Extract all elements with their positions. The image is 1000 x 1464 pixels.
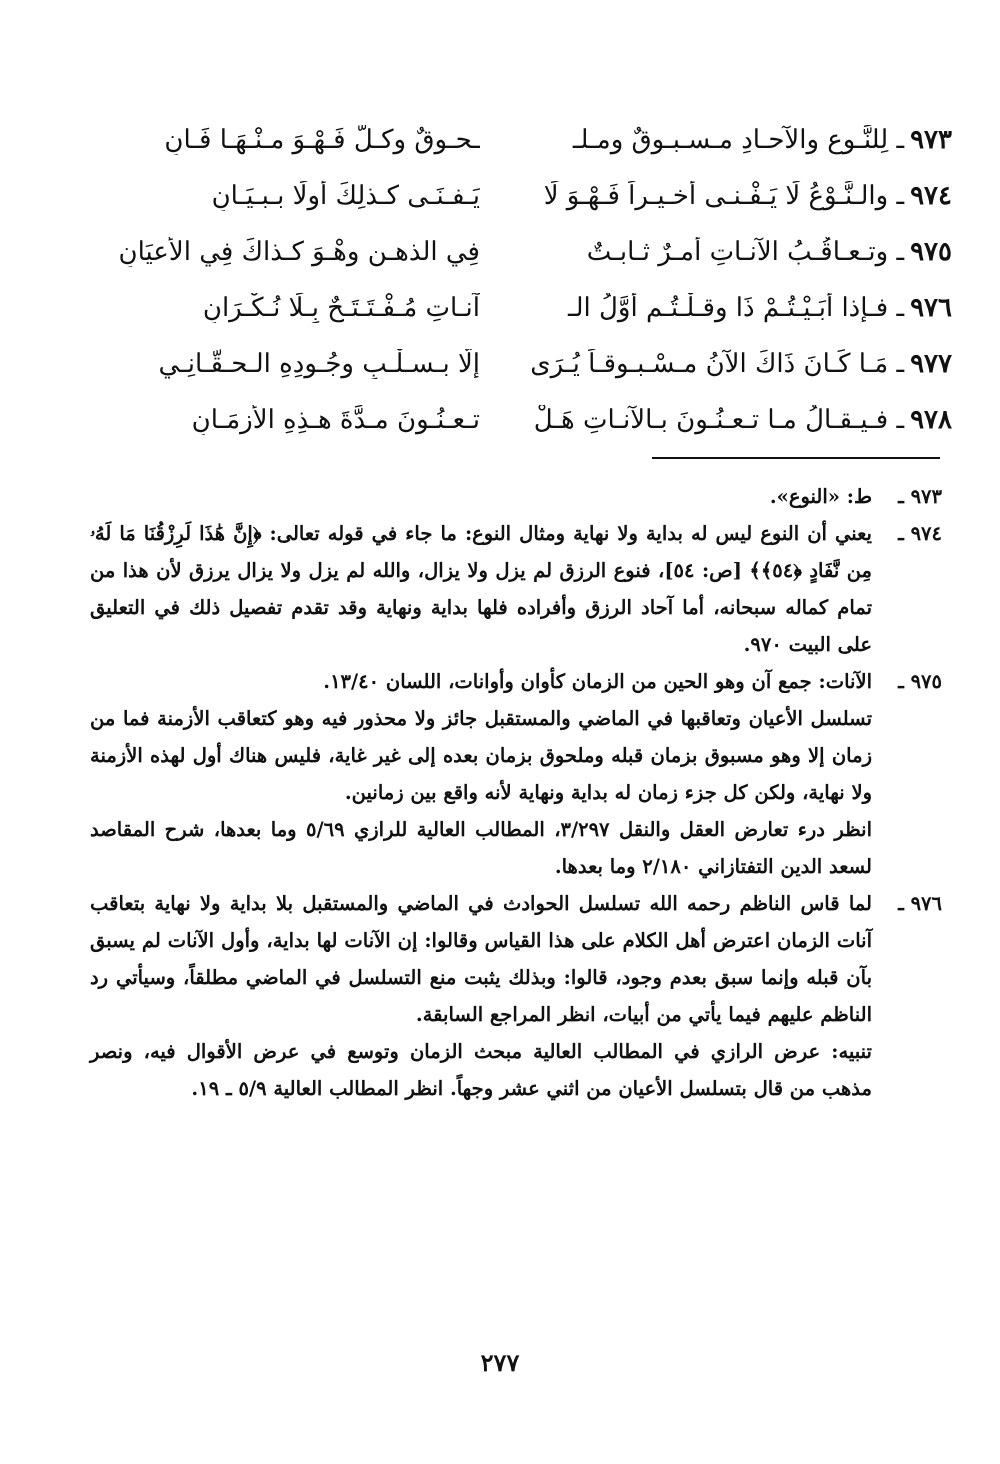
verse-number: ٩٧٤ <box>910 181 952 211</box>
footnote <box>90 515 942 663</box>
verse-number: ٩٧٥ <box>910 237 952 267</box>
verse-line <box>60 336 952 392</box>
verse-first-hemistich <box>512 349 952 379</box>
footnote-text: : جمع آن وهو الحين من الزمان كأوان وأوانات، اللسان ١٣/٤٠. <box>323 670 826 693</box>
verse-first-hemistich <box>512 181 952 211</box>
verse-first-text: ـ فـإذا أبَـيْـتُـمْ ذَا وقـلْـتُـم أوَّلُ الـ <box>567 293 905 323</box>
verse-number: ٩٧٧ <box>910 349 952 379</box>
verse-line <box>60 392 952 448</box>
verse-line <box>60 224 952 280</box>
footnote-number: ٩٧٥ ـ <box>898 670 942 693</box>
verse-first-hemistich <box>512 237 952 267</box>
footnote-text: ط: «النوع». <box>769 485 872 508</box>
verse-number: ٩٧٣ <box>910 125 952 155</box>
footnote <box>90 663 942 885</box>
footnote-number: ٩٧٣ ـ <box>898 485 942 508</box>
verse-first-text: ـ لِلنَّـوعِ والآحـادِ مـسـبـوقٌ ومـلـ <box>572 125 905 155</box>
verse-second-hemistich: إلَّا بـسـلْـبِ وجُـودِهِ الـحـقَّـانِـي <box>158 349 480 379</box>
verse-second-hemistich: آنـاتِ مُـفْـتَـتَـحٌ بِـلَا نُـكْـرَانِ <box>202 293 480 323</box>
notice-term: تنبيه <box>838 1040 872 1063</box>
verse-line <box>60 280 952 336</box>
page-number: ٢٧٧ <box>480 1348 520 1377</box>
footnote-number: ٩٧٤ ـ <box>898 522 942 545</box>
footnotes <box>90 478 942 1107</box>
verse-second-hemistich: تـعـنُـونَ مـدَّةَ هـذِهِ الأزمَـانِ <box>191 405 480 435</box>
verse-first-text: ـ والـنَّـوْعُ لَا يَـفْـنـى أخـيـراً فَـهْـوَ لَا <box>543 181 905 211</box>
footnote-text: : عرض الرازي في المطالب العالية مبحث الزمان وتوسع في عرض الأقوال فيه، ونصر مذهب من قال بتسلسل الأعيان من اثني عشر وجهاً. انظر المطالب العالية ٥/٩ ـ ١٩. <box>90 1040 872 1100</box>
verse-first-hemistich <box>512 405 952 435</box>
footnote-text: لما قاس الناظم رحمه الله تسلسل الحوادث في الماضي والمستقبل بلا بداية ولا نهاية بتعاقب آنات الزمان اعترض أهل الكلام على هذا القياس وقالوا: إن الآنات لها بداية، وأول الآنات لم يسبق بآن قبله وإنما سبق بعدم وجود، قالوا: وبذلك يثبت منع التسلسل في الماضي مطلقاً، وسيأتي رد الناظم عليهم فيما يأتي من أبيات، انظر المراجع السابقة. <box>90 892 872 1026</box>
footnote <box>90 885 942 1107</box>
footnote-separator <box>652 457 940 459</box>
glossary-term: الآنات <box>825 670 872 693</box>
verse-second-hemistich: فِي الذهـنِ وهْـوَ كـذاكَ فِي الأعيَانِ <box>118 237 480 267</box>
verse-first-text: ـ وتـعـاقُـبُ الآنـاتِ أمـرٌ ثـابـتٌ <box>586 237 905 267</box>
footnote-text: يعني أن النوع ليس له بداية ولا نهاية ومثال النوع: ما جاء في قوله تعالى: ﴿إِنَّ هَٰذَا لَرِزْقُنَا مَا لَهُۥ مِن نَّفَادٍ ﴿٥٤﴾﴾ [ص: ٥٤]، فنوع الرزق لم يزل ولا يزال، والله لم يزل ولا يزال يرزق لأن هذا من تمام كماله سبحانه، أما آحاد الرزق وأفراده فلها بداية ونهاية وقد تقدم تفصيل ذلك في التعليق على البيت ٩٧٠. <box>90 522 872 656</box>
verse-second-hemistich: يَـفـنَـى كـذلِكَ أولًا بـبـيَـانِ <box>211 181 480 211</box>
footnote <box>90 478 942 515</box>
footnote-paragraph <box>90 663 872 700</box>
verse-first-text: ـ مَـا كَـانَ ذَاكَ الآنُ مـسْـبـوقـاً يُـرَى <box>530 349 905 379</box>
verse-second-hemistich: ـحـوقٌ وكـلٌّ فَـهْـوَ مـنْـهَـا فَـانِ <box>164 125 480 155</box>
verse-line <box>60 112 952 168</box>
footnote-number: ٩٧٦ ـ <box>898 892 942 915</box>
poem-verses <box>60 112 952 448</box>
verse-number: ٩٧٦ <box>910 293 952 323</box>
footnote-text: تسلسل الأعيان وتعاقبها في الماضي والمستقبل جائز ولا محذور فيه وهو كتعاقب الأزمنة فما من زمان إلا وهو مسبوق بزمان قبله وملحوق بزمان بعده إلى غير غاية، فليس هناك أول لهذه الأزمنة ولا نهاية، ولكن كل جزء زمان له بداية ونهاية لأنه واقع بين زمانين. <box>90 707 872 804</box>
verse-line <box>60 168 952 224</box>
verse-number: ٩٧٨ <box>910 405 952 435</box>
verse-first-hemistich <box>512 125 952 155</box>
verse-first-hemistich <box>512 293 952 323</box>
footnote-paragraph <box>90 1033 872 1107</box>
verse-first-text: ـ فـيـقـالُ مـا تـعـنُـونَ بـالآنـاتِ هَـلْ <box>533 405 905 435</box>
footnote-text: انظر درء تعارض العقل والنقل ٣/٢٩٧، المطالب العالية للرازي ٥/٦٩ وما بعدها، شرح المقاصد لسعد الدين التفتازاني ٢/١٨٠ وما بعدها. <box>90 818 873 878</box>
